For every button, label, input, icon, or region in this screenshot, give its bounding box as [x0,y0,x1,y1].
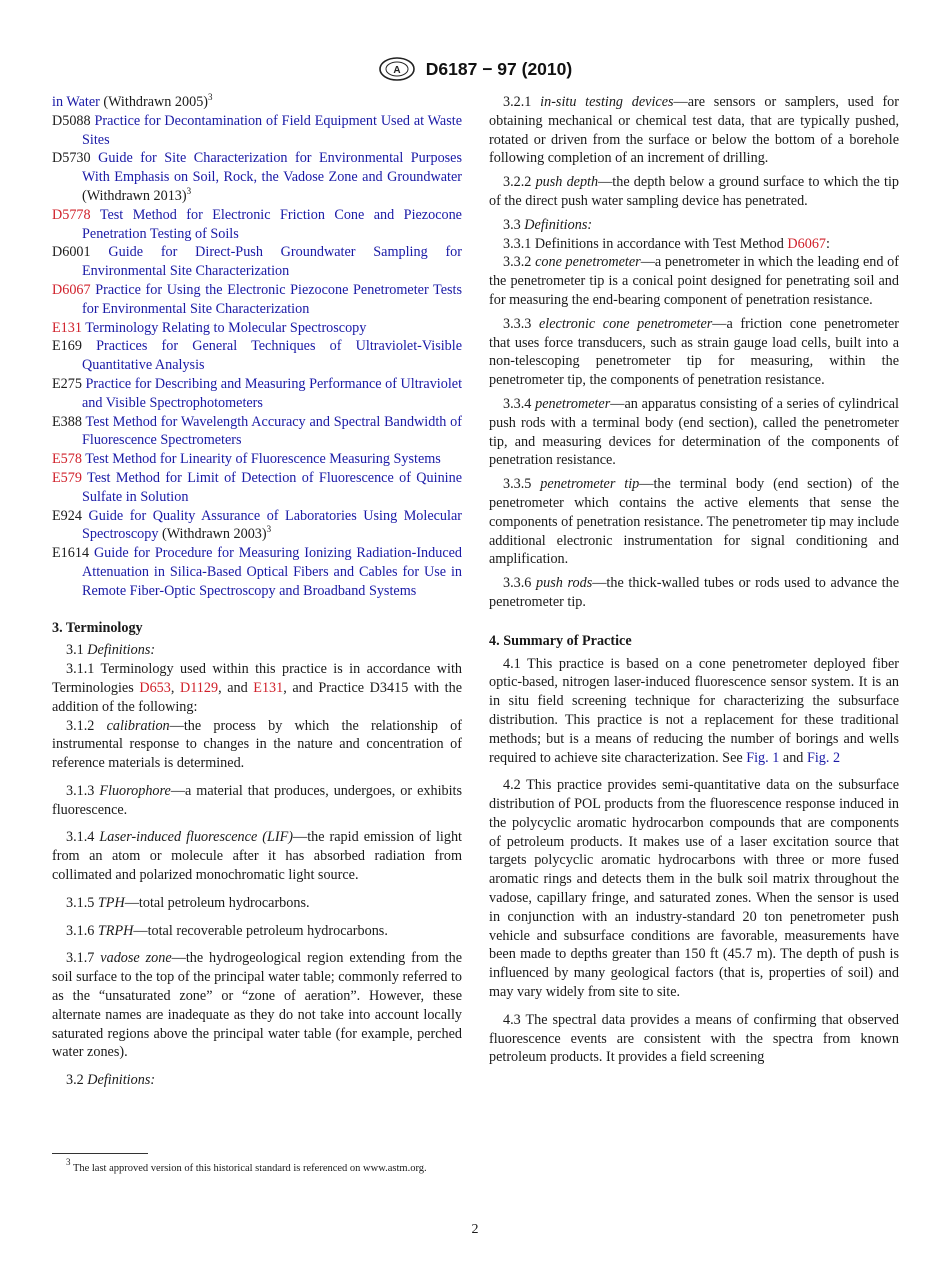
reference-title-link[interactable]: Test Method for Limit of Detection of Fluorescence of Quinine Sulfate in Solution [82,469,462,505]
reference-item [52,93,462,112]
para-3-2: 3.2 Definitions: [66,1072,156,1089]
reference-item [52,319,462,338]
reference-code[interactable]: D5778 [52,206,91,223]
para-4-3: 4.3 The spectral data provides a means of confirming that observed fluorescence events are consistent with the spectra from known petroleum products. It provides a field screening [489,1011,899,1066]
para-3-3-4: 3.3.4 penetrometer—an apparatus consisting of a series of cylindrical push rods with a terminal body (end section), called the penetrometer tip, and measuring devices for determination of the components of penetration resistance. [489,395,899,469]
svg-text:A: A [393,65,401,76]
reference-title-link[interactable]: Test Method for Wavelength Accuracy and Spectral Bandwidth of Fluorescence Spectrometers [82,413,463,449]
para-4-1: 4.1 This practice is based on a cone penetrometer deployed fiber optic-based, nitrogen laser-induced fluorescence sensor system. It is an in situ field screening technique for characterizing the subsurface distribution. This practice is not a replacement for these traditional methods; but is a means of reducing the number of borings and wells required to achieve site characterization. See Fig. 1 and Fig. 2 [489,655,899,766]
reference-title-link[interactable]: Test Method for Linearity of Fluorescence Measuring Systems [85,451,441,468]
reference-code: D5088 [52,112,91,129]
reference-item [52,112,462,150]
para-3-1-6: 3.1.6 TRPH—total recoverable petroleum hydrocarbons. [66,922,388,939]
referenced-documents-list [52,93,462,601]
reference-code: D5730 [52,150,91,167]
footnote-marker: 3 [208,92,213,102]
reference-code: E169 [52,338,82,355]
page-number: 2 [471,1222,479,1237]
reference-note: (Withdrawn 2013) [82,187,187,204]
reference-item [52,243,462,281]
reference-code[interactable]: E131 [52,319,82,336]
para-3-1-5: 3.1.5 TPH—total petroleum hydrocarbons. [66,894,310,911]
para-3-1-3: 3.1.3 Fluorophore—a material that produces, undergoes, or exhibits fluorescence. [52,782,463,818]
footnote-3: $^3$ The last approved version of this historical standard is referenced on www.astm.org. [66,1157,427,1174]
link-d1129[interactable]: D1129 [179,679,219,696]
para-3-1-1: 3.1.1 Terminology used within this practice is in accordance with Terminologies D653, D1129, and E131, and Practice D3415 with the addition of the following: [52,661,462,715]
reference-title-link[interactable]: Test Method for Electronic Friction Cone and Piezocone Penetration Testing of Soils [82,206,462,242]
para-3-3-3: 3.3.3 electronic cone penetrometer—a friction cone penetrometer that uses force transducers, such as strain gauge load cells, built into a non-telescoping penetrometer tip for measuring, within the penetrometer tip, the components of penetration resistance. [489,315,899,389]
reference-item [52,375,462,413]
footnote-marker: 3 [266,524,272,535]
page-header [0,56,950,82]
para-3-1: 3.1 Definitions: [66,642,156,659]
reference-code: E1614 [52,545,90,562]
reference-note: (Withdrawn 2003) [158,526,267,543]
reference-code: E275 [52,375,82,392]
astm-logo-icon [378,56,416,82]
para-3-3-1: 3.3.1 Definitions in accordance with Test Method D6067: [503,235,830,252]
document-designation: D6187 − 97 (2010) [425,58,573,79]
reference-item [52,544,462,600]
link-fig-2[interactable]: Fig. 2 [806,749,841,766]
para-3-1-2: 3.1.2 calibration—the process by which the relationship of instrumental response to changes in the nature and concentration of reference materials is determined. [52,717,463,772]
left-column [52,93,462,1090]
para-3-3-5: 3.3.5 penetrometer tip—the terminal body (end section) of the penetrometer which contains the active elements that sense the components of penetration resistance. The penetrometer tip may include additional electronic instrumentation for signal conditioning and amplification. [489,476,899,568]
reference-item [52,149,462,205]
para-3-3-6: 3.3.6 push rods—the thick-walled tubes or rods used to advance the penetrometer tip. [489,575,899,610]
footnote-marker: 3 [186,185,192,196]
reference-title-link[interactable]: Guide for Direct-Push Groundwater Sampling for Environmental Site Characterization [82,244,462,280]
reference-title-link[interactable]: Practices for General Techniques of Ultraviolet-Visible Quantitative Analysis [82,338,462,374]
reference-title-link[interactable]: Practice for Describing and Measuring Performance of Ultraviolet and Visible Spectrophotometers [82,375,463,411]
reference-item [52,206,462,244]
reference-code: E388 [52,413,82,430]
para-3-2-2: 3.2.2 push depth—the depth below a ground surface to which the tip of the direct push water sampling device has penetrated. [489,174,899,209]
link-fig-1[interactable]: Fig. 1 [746,749,780,766]
para-3-3-2: 3.3.2 cone penetrometer—a penetrometer in which the leading end of the penetrometer tip is a conical point designed for penetrating soil and for measuring the end-bearing component of penetration resistance. [489,254,899,308]
reference-item [52,469,462,507]
link-d653[interactable]: D653 [139,679,171,696]
section-4-heading: 4. Summary of Practice [489,632,632,649]
reference-title-link[interactable]: Practice for Using the Electronic Piezocone Penetrometer Tests for Environmental Site Characterization [82,281,463,317]
reference-title-link[interactable]: Terminology Relating to Molecular Spectroscopy [85,319,367,336]
reference-code[interactable]: E579 [52,469,82,486]
reference-item [52,281,462,319]
right-column [489,93,899,1067]
reference-title-link[interactable]: Guide for Procedure for Measuring Ionizing Radiation-Induced Attenuation in Silica-Based Optical Fibers and Cables for Use in Remote Fiber-Optic Spectroscopy and Broadband Systems [82,545,463,599]
reference-code[interactable]: D6067 [52,281,91,298]
para-3-3: 3.3 Definitions: [503,216,593,233]
reference-title-link[interactable]: Guide for Quality Assurance of Laboratories Using Molecular Spectroscopy [82,507,462,543]
reference-item [52,413,462,451]
reference-title-link[interactable]: in Water [52,94,100,110]
link-e131[interactable]: E131 [253,679,284,696]
reference-code[interactable]: E578 [52,451,82,468]
section-3-heading: 3. Terminology [52,619,143,636]
reference-note: (Withdrawn 2005) [99,94,209,110]
para-3-1-4: 3.1.4 Laser-induced fluorescence (LIF)—the rapid emission of light from an atom or molecule after it has absorbed radiation from collimated and polarized monochromatic light source. [52,829,463,884]
reference-code: D6001 [52,244,91,261]
reference-code: E924 [52,507,82,524]
para-4-2: 4.2 This practice provides semi-quantitative data on the subsurface distribution of POL products from the fluorescence response induced in the polycyclic aromatic hydrocarbon compounds that are components of petroleum products. It makes use of a laser excitation source that targets polycyclic aromatic hydrocarbons with three or more fused aromatic rings and detects them in the bulk soil matrix throughout the vadose, capillary fringe, and saturated zones. When the sensor is used in conjunction with an industry-standard 20 ton penetrometer push vehicle and subsurface conditions are favorable, measurements have been made to depths greater than 150 ft (45.7 m). The depth of push is influenced by many geological factors (that is, properties of soil) and may vary widely from site to site. [489,777,899,1001]
footnote-rule [52,1153,148,1154]
reference-title-link[interactable]: Guide for Site Characterization for Environmental Purposes With Emphasis on Soil, Rock, the Vadose Zone and Groundwater [82,150,463,186]
reference-item [52,337,462,375]
para-3-2-1: 3.2.1 in-situ testing devices—are sensors or samplers, used for obtaining mechanical or chemical test data, that are typically pushed, rotated or driven from the surface or below the bottom of a borehole following completion of an increment of drilling. [489,94,900,167]
reference-item [52,450,462,469]
reference-title-link[interactable]: Practice for Decontamination of Field Equipment Used at Waste Sites [82,112,462,148]
reference-item [52,507,462,545]
para-3-1-7: 3.1.7 vadose zone—the hydrogeological region extending from the soil surface to the top of the principal water table; commonly referred to as the “unsaturated zone” or “zone of aeration”. However, these alternate names are inadequate as they do not take into account locally saturated regions above the principal water table (for example, perched water zones). [52,950,463,1061]
link-d6067[interactable]: D6067 [787,235,827,252]
